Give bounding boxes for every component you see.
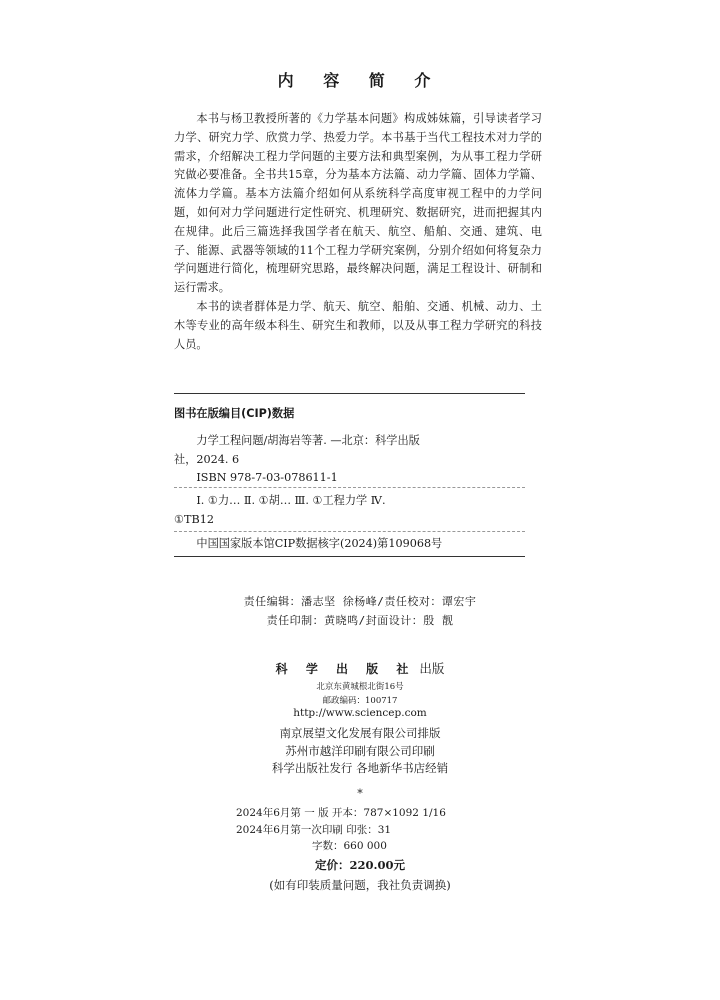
cip-classification-block [174,492,525,529]
printer: 苏州市越洋印刷有限公司印刷 [285,743,435,758]
printing-line: 2024年6月第一次印刷 印张：31 [236,823,392,836]
cip-header: 图书在版编目(CIP)数据 [174,407,295,420]
cip-classification-cont: ①TB12 [174,512,214,526]
publisher-url: http://www.sciencep.com [293,707,427,719]
publisher-postcode: 邮政编码：100717 [322,696,398,706]
publisher-address: 北京东黄城根北街16号 [316,682,404,692]
cip-title-line-cont: 社，2024. 6 [174,452,240,466]
cip-record: 中国国家版本馆CIP数据核字(2024)第109068号 [196,537,443,550]
staff-line-2: 责任印制：黄晓鸣/封面设计：殷 靓 [266,614,454,627]
staff-block [0,592,720,630]
intro-text [174,110,542,354]
intro-paragraph-2: 本书的读者群体是力学、航天、航空、船舶、交通、机械、动力、土木等专业的高年级本科生、研究生和教师，以及从事工程力学研究的科技人员。 [174,299,542,351]
distribution: 科学出版社发行 各地新华书店经销 [271,761,449,775]
cip-classification: Ⅰ. ①力… Ⅱ. ①胡… Ⅲ. ①工程力学 Ⅳ. [196,494,386,507]
divider-dashed [174,487,525,488]
divider-top [174,393,525,394]
edition-line: 2024年6月第 一 版 开本：787×1092 1/16 [236,807,446,819]
cip-record-block [174,535,525,554]
publisher-name-line [0,659,720,677]
production-block [0,725,720,778]
cip-block [174,432,525,488]
publisher-address-block [0,680,720,708]
wordcount-line: 字数：660 000 [312,840,387,852]
divider-bottom [174,556,525,557]
staff-line-1: 责任编辑：潘志坚 徐杨峰/责任校对：谭宏宇 [243,595,477,608]
page-title: 内 容 简 介 [277,71,443,90]
publisher-suffix: 出版 [419,661,445,676]
cip-isbn: ISBN 978-7-03-078611-1 [196,471,338,484]
intro-paragraph-1: 本书与杨卫教授所著的《力学基本问题》构成姊妹篇，引导读者学习力学、研究力学、欣赏力学、热爱力学。本书基于当代工程技术对力学的需求，介绍解决工程力学问题的主要方法和典型案例，为从事工程力学研究做必要准备。全书共15章，分为基本方法篇、动力学篇、固体力学篇、流体力学篇。基本方法篇介绍如何从系统科学高度审视工程中的力学问题，如何对力学问题进行定性研究、机理研究、数据研究，进而把握其内在规律。此后三篇选择我国学者在航天、航空、船舶、交通、建筑、电子、能源、武器等领域的11个工程力学研究案例，分别介绍如何将复杂力学问题进行简化，梳理研究思路，最终解决问题，满足工程设计、研制和运行需求。 [174,112,542,295]
separator-star: * [357,787,363,800]
divider-dashed-2 [174,531,525,532]
publisher-name: 科 学 出 版 社 [275,662,416,676]
typesetter: 南京展望文化发展有限公司排版 [279,726,441,740]
quality-notice: (如有印装质量问题，我社负责调换) [269,878,451,892]
price: 定价：220.00元 [314,858,405,872]
colophon-specs [236,805,536,855]
cip-title-line: 力学工程问题/胡海岩等著. —北京：科学出版 [196,434,420,447]
